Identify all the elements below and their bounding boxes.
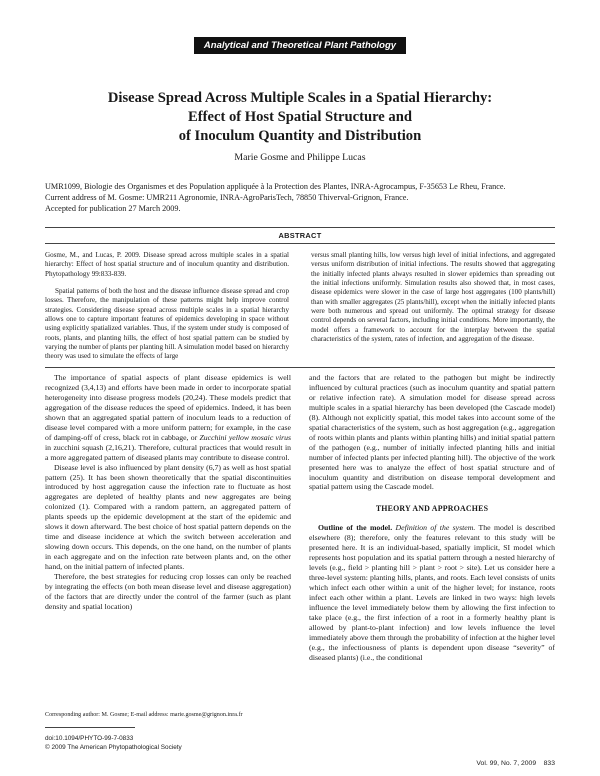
page-footer: Vol. 99, No. 7, 2009 833 [476, 760, 555, 767]
abstract-bottom-rule [45, 367, 555, 368]
body-right-column [309, 373, 555, 663]
abstract-text-right: versus small planting hills, low versus high level of initial infections, and aggregated versus uniform distribution of initial infections. The results showed that aggregating the initially infected plants always resulted in slower epidemics than spreading out the initial infections uniformly. Simulation results also showed that, in most cases, disease epidemics were slower in the case of large host aggregates (100 plants/hill) than with smaller aggregates (25 plants/hill), except when the initially infected plants were both numerous and spread out uniformly. The optimal strategy for disease control depends on several factors, including initial conditions. More importantly, the model offers a framework to account for the interplay between the spatial characteristics of the system, rates of infection, and aggregation of the disease. [311, 251, 555, 344]
abstract-citation: Gosme, M., and Lucas, P. 2009. Disease spread across multiple scales in a spatial hierarchy: Effect of host spatial structure and of inoculum quantity and distribution. Phytopathology 99:833-839. [45, 251, 289, 278]
body-paragraph: Therefore, the best strategies for reducing crop losses can only be reached by integrating the effects (on both mean disease level and disease aggregation) of the factors that are directly under the control of the farmer (such as plant density and spatial location) [45, 572, 291, 611]
virus-name: Zucchini yellow mosaic virus [199, 432, 292, 442]
affiliation-line: Current address of M. Gosme: UMR211 Agronomie, INRA-AgroParisTech, 78850 Thiverval-Grignon, France. [45, 193, 409, 202]
corresponding-author: Corresponding author: M. Gosme; E-mail address: marie.gosme@grignon.inra.fr [45, 712, 243, 718]
title-line: Effect of Host Spatial Structure and [188, 109, 412, 125]
abstract-right-column [311, 251, 555, 344]
body-text: in zucchini squash (2,16,21). Therefore, cultural practices that would result in a more aggregated pattern of diseased plants may contribute to disease control. [45, 442, 291, 462]
body-paragraph [45, 373, 291, 463]
body-paragraph: and the factors that are related to the pathogen but might be indirectly influenced by cultural practices (such as inoculum quantity and spatial pattern or relative infection rate). A simulation model for disease spread across multiple scales in a spatial hierarchy has been developed (the Cascade model) (8). Although not explicitly spatial, this model takes into account some of the spatial characteristics of the system, such as host aggregation (e.g., aggregation of roots within plants and plants within planting hills) and initial spatial pattern of the pathogen (e.g., number of initially infected planting hills and initial number of infected plants per infected planting hill). The objective of the work presented here was to analyze the effect of host spatial structure and of inoculum quantity and distribution on disease temporal development and spatial pattern using the Cascade model. [309, 373, 555, 492]
abstract-heading-rule [45, 243, 555, 244]
doi-block [45, 735, 182, 752]
body-paragraph: Disease level is also influenced by plant density (6,7) as well as host spatial pattern (25). It has been shown theoretically that the spatial discontinuities introduced by host aggregation cause the infection rate to fluctuate as host aggregates are depleted of healthy plants and new aggregates are being colonized (1). Compared with a random pattern, an aggregated pattern of plants speeds up the epidemic development at the start of the epidemic and slows it down afterward. The best choice of host spatial pattern depends on the time and disease incidence at which the switch between acceleration and slowing down occurs. This depends, on the one hand, on the number of plants in each aggregate and on the infection rate between plants and, on the other hand, on the initial pattern of infected plants. [45, 462, 291, 572]
body-text: The model is described elsewhere (8); therefore, only the features relevant to this study will be presented here. It is an individual-based, spatially implicit, SI model which represents host population and its spatial pattern through a nested hierarchy of levels (e.g., field > planting hill > plant > root > site). Let us consider here a three-level system: planting hills, plants, and roots. Each level consists of units which infect each other within a unit of the higher level; for instance, roots infect each other within a plant. Levels are linked in two ways: high levels influence the level immediately below them by allowing the first infection to take place (e.g., the first infection of a root in a formerly healthy plant is allowed by plant-to-plant infection) and low levels influence the level immediately above them through the probability of infection at the higher level (e.g., the infectiousness of plants is dependent upon disease “severity” of diseased plants) (i.e., the conditional [309, 523, 556, 662]
journal-section-banner: Analytical and Theoretical Plant Pathology [194, 37, 406, 54]
copyright: © 2009 The American Phytopathological Society [45, 743, 182, 751]
footnote-rule [45, 727, 135, 728]
abstract-top-rule [45, 227, 555, 228]
title-line: Disease Spread Across Multiple Scales in a Spatial Hierarchy: [107, 90, 493, 106]
title-line: of Inoculum Quantity and Distribution [178, 128, 422, 144]
authors: Marie Gosme and Philippe Lucas [234, 152, 366, 163]
affiliation-line: Accepted for publication 27 March 2009. [45, 204, 181, 213]
subsubsection-heading: Definition of the system. [395, 523, 476, 533]
subsection-heading: Outline of the model. [318, 523, 393, 533]
affiliations [45, 181, 565, 214]
body-text: The importance of spatial aspects of plant disease epidemics is well recognized (3,4,13) and efforts have been made in order to incorporate spatial heterogeneity into disease progress models (20,24). These models predict that aggregation of the disease reduces the speed of epidemics. Indeed, it has been shown that an aggregated spatial pattern of inoculum leads to a reduction of disease level compared with a more uniform pattern; for example, in the case of damping-off of cress, black rot in cabbage, or [45, 373, 291, 442]
body-left-column [45, 373, 291, 612]
abstract-text-left: Spatial patterns of both the host and the disease influence disease spread and crop losses. Therefore, the manipulation of these patterns might help improve control strategies. Considering disease spread across multiple scales in a spatial hierarchy allows one to capture important features of epidemics developing in space without using explicitly spatialized variables. Thus, if the system under study is composed of roots, plants, and planting hills, the effect of host spatial pattern can be studied by varying the number of plants per planting hill. A simulation model based on hierarchy theory was used to simulate the effects of large [45, 287, 289, 361]
body-paragraph [309, 523, 555, 662]
abstract-left-column [45, 251, 289, 362]
article-title [40, 89, 560, 146]
abstract-heading: ABSTRACT [278, 231, 322, 240]
affiliation-line: UMR1099, Biologie des Organismes et des Population appliquée à la Protection des Plantes, INRA-Agrocampus, F-35653 Le Rheu, France. [45, 182, 506, 191]
section-heading: THEORY AND APPROACHES [375, 504, 489, 514]
doi: doi:10.1094/PHYTO-99-7-0833 [45, 735, 134, 742]
